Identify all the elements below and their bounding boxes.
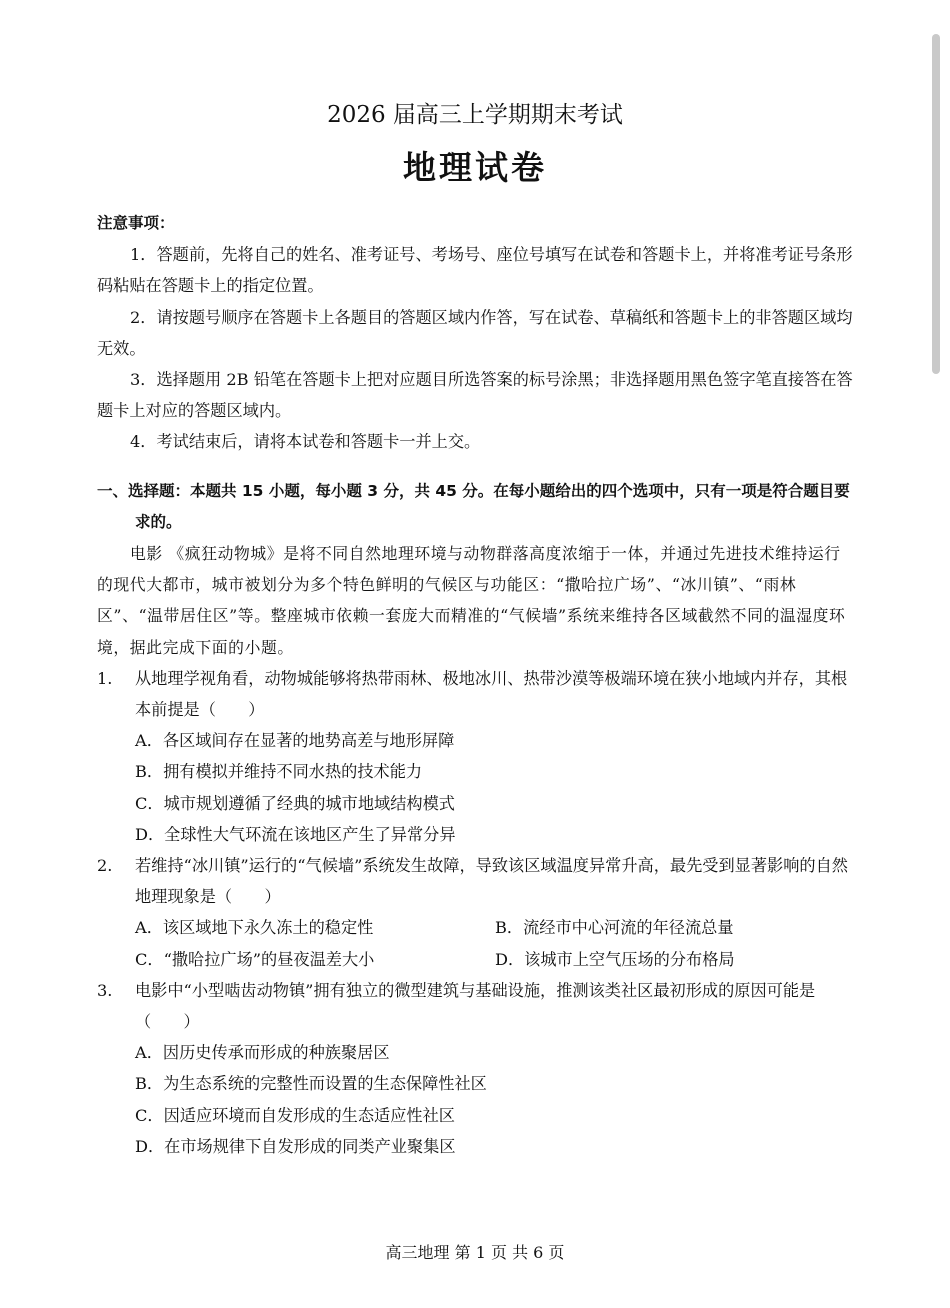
subject-title: 地理试卷 [403, 148, 547, 187]
option-d: D．该城市上空气压场的分布格局 [495, 949, 735, 969]
option-row [97, 912, 857, 943]
page-footer: 高三地理 第 1 页 共 6 页 [385, 1243, 565, 1262]
option-a: A．该区域地下永久冻土的稳定性 [135, 918, 374, 938]
option-a: A．因历史传承而形成的种族聚居区 [135, 1043, 390, 1063]
notice-item: 3．选择题用 2B 铅笔在答题卡上把对应题目所选答案的标号涂黑；非选择题用黑色签字笔直接答在答题卡上对应的答题区域内。 [97, 370, 853, 421]
question-1 [97, 663, 857, 725]
notice-item: 2．请按题号顺序在答题卡上各题目的答题区域内作答，写在试卷、草稿纸和答题卡上的非答题区域均无效。 [97, 307, 853, 358]
question-number: 2. [97, 856, 113, 876]
option-c: C．城市规划遵循了经典的城市地域结构模式 [135, 793, 455, 813]
exam-content [97, 208, 857, 1162]
question-stem: 从地理学视角看，动物城能够将热带雨林、极地冰川、热带沙漠等极端环境在狭小地域内并存，其根本前提是（ ） [135, 668, 848, 720]
option-a: A．各区域间存在显著的地势高差与地形屏障 [135, 731, 455, 751]
option-c: C．因适应环境而自发形成的生态适应性社区 [135, 1105, 455, 1125]
question-2 [97, 850, 857, 912]
question-stem: 电影中“小型啮齿动物镇”拥有独立的微型建筑与基础设施，推测该类社区最初形成的原因可能是（ ） [135, 980, 816, 1032]
notice-item: 1．答题前，先将自己的姓名、准考证号、考场号、座位号填写在试卷和答题卡上，并将准考证号条形码粘贴在答题卡上的指定位置。 [97, 245, 853, 296]
option-b: B．拥有模拟并维持不同水热的技术能力 [135, 762, 423, 782]
question-stem: 若维持“冰川镇”运行的“气候墙”系统发生故障，导致该区域温度异常升高，最先受到显著影响的自然地理现象是（ ） [135, 856, 848, 907]
option-row [97, 944, 857, 975]
vertical-scrollbar[interactable] [932, 34, 940, 374]
question-3 [97, 975, 857, 1037]
reading-material: 电影 《疯狂动物城》是将不同自然地理环境与动物群落高度浓缩于一体，并通过先进技术维持运行的现代大都市，城市被划分为多个特色鲜明的气候区与功能区：“撒哈拉广场”、“冰川镇”、“雨林区”、“温带居住区”等。整座城市依赖一套庞大而精准的“气候墙”系统来维持各区域截然不同的温湿度环境，据此完成下面的小题。 [97, 544, 846, 657]
notice-heading: 注意事项： [97, 214, 175, 232]
option-c: C．“撒哈拉广场”的昼夜温差大小 [135, 949, 375, 969]
option-b: B．流经市中心河流的年径流总量 [495, 918, 734, 938]
section-heading: 一、选择题：本题共 15 小题，每小题 3 分，共 45 分。在每小题给出的四个选项中，只有一项是符合题目要求的。 [97, 481, 850, 531]
option-d: D．在市场规律下自发形成的同类产业聚集区 [135, 1136, 456, 1156]
option-b: B．为生态系统的完整性而设置的生态保障性社区 [135, 1074, 487, 1094]
notice-item: 4．考试结束后，请将本试卷和答题卡一并上交。 [130, 432, 481, 452]
question-number: 3. [97, 980, 113, 1000]
option-d: D．全球性大气环流在该地区产生了异常分异 [135, 824, 456, 844]
exam-title: 2026 届高三上学期期末考试 [327, 102, 623, 128]
question-number: 1. [97, 668, 113, 688]
